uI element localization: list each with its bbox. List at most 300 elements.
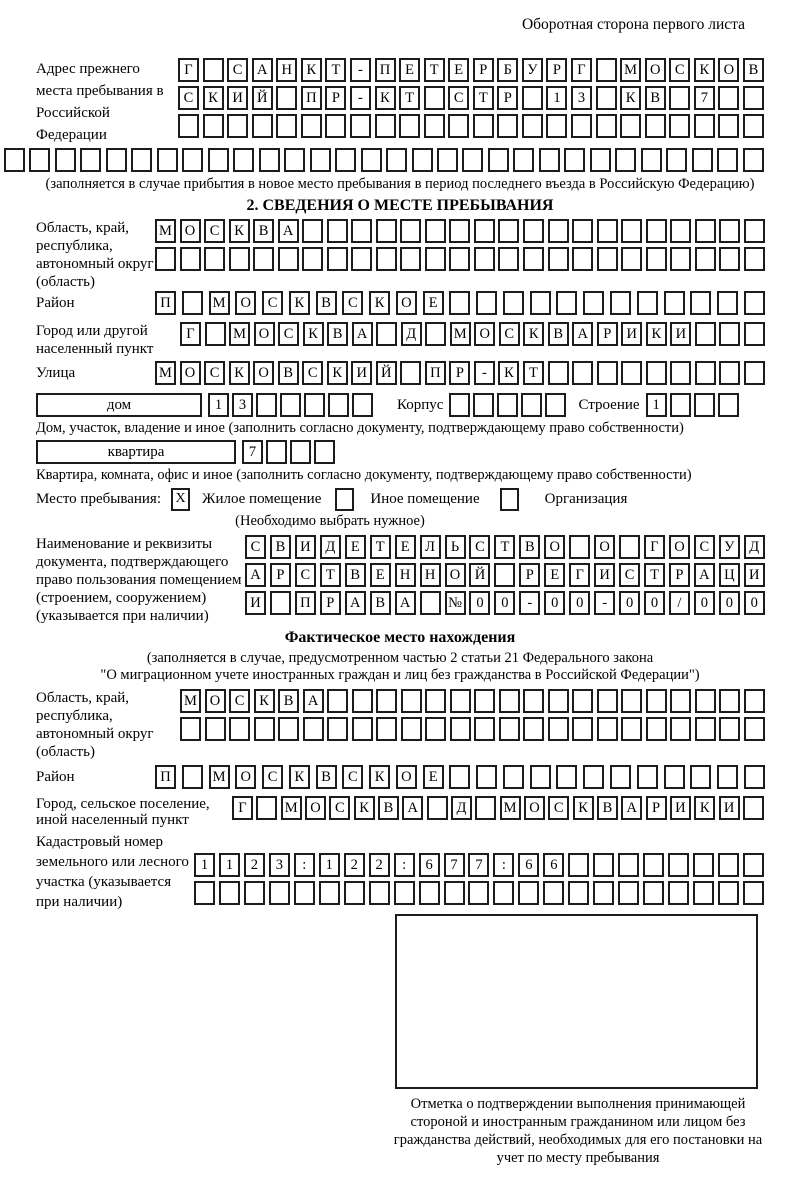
char-box[interactable] — [386, 148, 407, 172]
char-box[interactable]: О — [254, 322, 275, 346]
char-box[interactable] — [327, 247, 348, 271]
char-box[interactable] — [394, 881, 415, 905]
char-box[interactable] — [401, 717, 422, 741]
char-box[interactable] — [462, 148, 483, 172]
char-box[interactable] — [327, 717, 348, 741]
char-box[interactable] — [610, 765, 631, 789]
char-box[interactable]: С — [619, 563, 640, 587]
char-box[interactable]: 1 — [319, 853, 340, 877]
char-box[interactable] — [180, 717, 201, 741]
char-box[interactable]: О — [205, 689, 226, 713]
char-box[interactable] — [548, 219, 569, 243]
char-box[interactable] — [744, 361, 765, 385]
char-box[interactable]: К — [498, 361, 519, 385]
char-box[interactable] — [743, 86, 764, 110]
char-box[interactable]: М — [500, 796, 521, 820]
char-box[interactable]: К — [229, 219, 250, 243]
char-box[interactable]: 0 — [569, 591, 590, 615]
char-box[interactable] — [301, 114, 322, 138]
char-box[interactable]: В — [316, 765, 337, 789]
char-box[interactable]: С — [178, 86, 199, 110]
char-box[interactable] — [369, 881, 390, 905]
char-box[interactable] — [302, 247, 323, 271]
char-box[interactable]: Р — [270, 563, 291, 587]
char-box[interactable] — [499, 717, 520, 741]
char-box[interactable]: Г — [571, 58, 592, 82]
char-box[interactable]: К — [327, 361, 348, 385]
char-box[interactable]: Й — [252, 86, 273, 110]
char-box[interactable] — [597, 361, 618, 385]
char-box[interactable]: Т — [494, 535, 515, 559]
char-box[interactable] — [351, 219, 372, 243]
char-box[interactable] — [450, 689, 471, 713]
char-box[interactable]: А — [694, 563, 715, 587]
char-box[interactable] — [668, 853, 689, 877]
char-box[interactable]: О — [669, 535, 690, 559]
char-box[interactable]: 7 — [444, 853, 465, 877]
char-box[interactable]: 1 — [646, 393, 667, 417]
char-box[interactable] — [270, 591, 291, 615]
char-box[interactable]: Е — [370, 563, 391, 587]
char-box[interactable]: В — [345, 563, 366, 587]
char-box[interactable] — [646, 219, 667, 243]
char-box[interactable] — [695, 219, 716, 243]
char-box[interactable]: С — [204, 361, 225, 385]
char-box[interactable]: 3 — [269, 853, 290, 877]
char-box[interactable] — [695, 247, 716, 271]
char-box[interactable] — [522, 86, 543, 110]
char-box[interactable]: Р — [669, 563, 690, 587]
char-box[interactable] — [645, 114, 666, 138]
char-box[interactable] — [670, 247, 691, 271]
char-box[interactable] — [427, 796, 448, 820]
char-box[interactable]: В — [597, 796, 618, 820]
char-box[interactable] — [256, 796, 277, 820]
char-box[interactable] — [106, 148, 127, 172]
char-box[interactable]: А — [402, 796, 423, 820]
char-box[interactable] — [314, 440, 335, 464]
char-box[interactable]: С — [694, 535, 715, 559]
char-box[interactable] — [474, 219, 495, 243]
char-box[interactable]: 6 — [518, 853, 539, 877]
char-box[interactable]: С — [227, 58, 248, 82]
char-box[interactable] — [474, 717, 495, 741]
char-box[interactable] — [155, 247, 176, 271]
char-box[interactable] — [182, 148, 203, 172]
char-box[interactable] — [719, 717, 740, 741]
char-box[interactable]: 1 — [208, 393, 229, 417]
char-box[interactable]: А — [245, 563, 266, 587]
char-box[interactable] — [244, 881, 265, 905]
char-box[interactable] — [352, 393, 373, 417]
char-box[interactable] — [450, 717, 471, 741]
char-box[interactable]: Е — [395, 535, 416, 559]
char-box[interactable]: : — [294, 853, 315, 877]
char-box[interactable] — [593, 853, 614, 877]
char-box[interactable]: Г — [178, 58, 199, 82]
char-box[interactable] — [668, 881, 689, 905]
char-box[interactable] — [719, 689, 740, 713]
char-box[interactable] — [568, 853, 589, 877]
char-box[interactable] — [717, 291, 738, 315]
char-box[interactable] — [744, 291, 765, 315]
stay-type-checkbox-other[interactable] — [335, 488, 354, 511]
char-box[interactable]: А — [621, 796, 642, 820]
char-box[interactable]: Н — [276, 58, 297, 82]
char-box[interactable] — [523, 689, 544, 713]
char-box[interactable]: М — [281, 796, 302, 820]
char-box[interactable] — [556, 291, 577, 315]
char-box[interactable]: К — [303, 322, 324, 346]
char-box[interactable] — [157, 148, 178, 172]
char-box[interactable] — [344, 881, 365, 905]
char-box[interactable] — [744, 717, 765, 741]
char-box[interactable] — [621, 219, 642, 243]
char-box[interactable]: 0 — [694, 591, 715, 615]
char-box[interactable]: Е — [448, 58, 469, 82]
char-box[interactable] — [476, 765, 497, 789]
char-box[interactable]: - — [474, 361, 495, 385]
char-box[interactable]: О — [396, 765, 417, 789]
char-box[interactable]: Д — [401, 322, 422, 346]
char-box[interactable]: М — [229, 322, 250, 346]
char-box[interactable] — [743, 796, 764, 820]
char-box[interactable] — [475, 796, 496, 820]
char-box[interactable] — [593, 881, 614, 905]
char-box[interactable] — [208, 148, 229, 172]
char-box[interactable] — [583, 291, 604, 315]
char-box[interactable]: О — [235, 765, 256, 789]
char-box[interactable] — [522, 114, 543, 138]
char-box[interactable] — [597, 219, 618, 243]
char-box[interactable] — [670, 361, 691, 385]
char-box[interactable] — [352, 689, 373, 713]
char-box[interactable] — [437, 148, 458, 172]
char-box[interactable] — [597, 689, 618, 713]
char-box[interactable] — [205, 717, 226, 741]
char-box[interactable] — [254, 717, 275, 741]
char-box[interactable] — [646, 247, 667, 271]
char-box[interactable] — [718, 853, 739, 877]
char-box[interactable] — [693, 853, 714, 877]
char-box[interactable] — [401, 689, 422, 713]
char-box[interactable] — [497, 393, 518, 417]
char-box[interactable] — [637, 291, 658, 315]
char-box[interactable] — [744, 689, 765, 713]
char-box[interactable] — [376, 219, 397, 243]
char-box[interactable] — [637, 765, 658, 789]
char-box[interactable]: В — [327, 322, 348, 346]
char-box[interactable] — [425, 717, 446, 741]
char-box[interactable] — [669, 114, 690, 138]
char-box[interactable] — [425, 247, 446, 271]
char-box[interactable]: № — [445, 591, 466, 615]
char-box[interactable]: В — [645, 86, 666, 110]
char-box[interactable]: Т — [523, 361, 544, 385]
char-box[interactable] — [518, 881, 539, 905]
char-box[interactable]: М — [209, 765, 230, 789]
char-box[interactable]: К — [694, 796, 715, 820]
char-box[interactable] — [718, 393, 739, 417]
char-box[interactable]: К — [369, 765, 390, 789]
char-box[interactable]: О — [180, 219, 201, 243]
char-box[interactable] — [695, 322, 716, 346]
char-box[interactable] — [670, 717, 691, 741]
char-box[interactable] — [548, 717, 569, 741]
char-box[interactable]: 0 — [744, 591, 765, 615]
char-box[interactable] — [717, 148, 738, 172]
char-box[interactable] — [621, 717, 642, 741]
char-box[interactable] — [425, 689, 446, 713]
char-box[interactable]: Г — [644, 535, 665, 559]
char-box[interactable] — [646, 717, 667, 741]
char-box[interactable]: С — [229, 689, 250, 713]
char-box[interactable]: С — [448, 86, 469, 110]
char-box[interactable]: Т — [325, 58, 346, 82]
char-box[interactable] — [572, 219, 593, 243]
char-box[interactable]: Д — [744, 535, 765, 559]
char-box[interactable] — [303, 717, 324, 741]
char-box[interactable] — [494, 563, 515, 587]
char-box[interactable]: : — [493, 853, 514, 877]
char-box[interactable]: К — [254, 689, 275, 713]
char-box[interactable]: 2 — [369, 853, 390, 877]
char-box[interactable]: 1 — [194, 853, 215, 877]
char-box[interactable]: О — [253, 361, 274, 385]
char-box[interactable]: М — [155, 219, 176, 243]
char-box[interactable]: О — [645, 58, 666, 82]
char-box[interactable] — [548, 689, 569, 713]
char-box[interactable] — [545, 393, 566, 417]
char-box[interactable] — [643, 853, 664, 877]
char-box[interactable] — [643, 881, 664, 905]
char-box[interactable] — [351, 247, 372, 271]
char-box[interactable] — [539, 148, 560, 172]
char-box[interactable] — [203, 58, 224, 82]
char-box[interactable] — [290, 440, 311, 464]
char-box[interactable] — [352, 717, 373, 741]
char-box[interactable]: С — [548, 796, 569, 820]
char-box[interactable] — [596, 58, 617, 82]
char-box[interactable]: В — [370, 591, 391, 615]
char-box[interactable] — [449, 247, 470, 271]
char-box[interactable] — [597, 717, 618, 741]
char-box[interactable]: К — [203, 86, 224, 110]
char-box[interactable] — [641, 148, 662, 172]
char-box[interactable] — [182, 765, 203, 789]
char-box[interactable]: М — [209, 291, 230, 315]
char-box[interactable] — [690, 291, 711, 315]
char-box[interactable]: В — [743, 58, 764, 82]
char-box[interactable] — [219, 881, 240, 905]
char-box[interactable] — [498, 247, 519, 271]
char-box[interactable] — [253, 247, 274, 271]
char-box[interactable]: 6 — [543, 853, 564, 877]
char-box[interactable] — [718, 86, 739, 110]
char-box[interactable]: Т — [399, 86, 420, 110]
char-box[interactable]: К — [354, 796, 375, 820]
char-box[interactable]: К — [573, 796, 594, 820]
char-box[interactable]: К — [375, 86, 396, 110]
char-box[interactable]: Р — [449, 361, 470, 385]
char-box[interactable]: К — [289, 765, 310, 789]
char-box[interactable]: О — [524, 796, 545, 820]
char-box[interactable]: Е — [399, 58, 420, 82]
char-box[interactable] — [646, 361, 667, 385]
char-box[interactable] — [284, 148, 305, 172]
char-box[interactable]: Р — [519, 563, 540, 587]
char-box[interactable] — [444, 881, 465, 905]
char-box[interactable] — [449, 219, 470, 243]
char-box[interactable]: Е — [423, 765, 444, 789]
char-box[interactable]: Т — [424, 58, 445, 82]
char-box[interactable] — [400, 219, 421, 243]
char-box[interactable]: Й — [376, 361, 397, 385]
char-box[interactable]: О — [474, 322, 495, 346]
char-box[interactable]: А — [303, 689, 324, 713]
char-box[interactable]: У — [719, 535, 740, 559]
char-box[interactable] — [556, 765, 577, 789]
char-box[interactable] — [569, 535, 590, 559]
char-box[interactable]: О — [445, 563, 466, 587]
char-box[interactable] — [718, 881, 739, 905]
char-box[interactable]: 3 — [232, 393, 253, 417]
char-box[interactable] — [548, 361, 569, 385]
char-box[interactable] — [530, 765, 551, 789]
char-box[interactable] — [499, 689, 520, 713]
char-box[interactable] — [744, 765, 765, 789]
char-box[interactable] — [572, 247, 593, 271]
char-box[interactable]: Р — [546, 58, 567, 82]
char-box[interactable] — [743, 148, 764, 172]
char-box[interactable]: С — [262, 765, 283, 789]
char-box[interactable] — [327, 219, 348, 243]
char-box[interactable] — [473, 114, 494, 138]
char-box[interactable]: У — [522, 58, 543, 82]
char-box[interactable]: О — [180, 361, 201, 385]
char-box[interactable] — [543, 881, 564, 905]
char-box[interactable]: В — [278, 689, 299, 713]
char-box[interactable]: О — [718, 58, 739, 82]
char-box[interactable] — [229, 247, 250, 271]
char-box[interactable]: Д — [320, 535, 341, 559]
char-box[interactable] — [412, 148, 433, 172]
char-box[interactable]: И — [351, 361, 372, 385]
char-box[interactable] — [474, 689, 495, 713]
char-box[interactable] — [278, 247, 299, 271]
char-box[interactable] — [719, 247, 740, 271]
char-box[interactable]: С — [278, 322, 299, 346]
char-box[interactable]: И — [670, 796, 691, 820]
char-box[interactable]: М — [450, 322, 471, 346]
char-box[interactable] — [473, 393, 494, 417]
char-box[interactable]: Р — [473, 58, 494, 82]
char-box[interactable]: : — [394, 853, 415, 877]
char-box[interactable] — [744, 219, 765, 243]
char-box[interactable] — [29, 148, 50, 172]
char-box[interactable]: М — [620, 58, 641, 82]
char-box[interactable]: 6 — [419, 853, 440, 877]
char-box[interactable]: И — [744, 563, 765, 587]
char-box[interactable] — [568, 881, 589, 905]
char-box[interactable] — [294, 881, 315, 905]
char-box[interactable] — [666, 148, 687, 172]
char-box[interactable]: 2 — [344, 853, 365, 877]
char-box[interactable] — [488, 148, 509, 172]
char-box[interactable] — [618, 881, 639, 905]
char-box[interactable]: П — [155, 765, 176, 789]
char-box[interactable]: К — [523, 322, 544, 346]
char-box[interactable] — [546, 114, 567, 138]
char-box[interactable]: П — [155, 291, 176, 315]
char-box[interactable]: И — [295, 535, 316, 559]
char-box[interactable]: Г — [232, 796, 253, 820]
char-box[interactable] — [523, 717, 544, 741]
char-box[interactable] — [425, 322, 446, 346]
char-box[interactable] — [327, 689, 348, 713]
char-box[interactable]: С — [342, 765, 363, 789]
char-box[interactable] — [420, 591, 441, 615]
char-box[interactable]: 0 — [544, 591, 565, 615]
char-box[interactable] — [266, 440, 287, 464]
char-box[interactable] — [203, 114, 224, 138]
char-box[interactable] — [335, 148, 356, 172]
char-box[interactable]: - — [519, 591, 540, 615]
char-box[interactable] — [619, 535, 640, 559]
char-box[interactable]: К — [229, 361, 250, 385]
char-box[interactable] — [618, 853, 639, 877]
char-box[interactable] — [280, 393, 301, 417]
char-box[interactable]: К — [301, 58, 322, 82]
char-box[interactable]: 2 — [244, 853, 265, 877]
char-box[interactable] — [718, 114, 739, 138]
char-box[interactable] — [476, 291, 497, 315]
char-box[interactable]: Р — [597, 322, 618, 346]
char-box[interactable] — [229, 717, 250, 741]
char-box[interactable]: Е — [345, 535, 366, 559]
char-box[interactable] — [664, 765, 685, 789]
char-box[interactable] — [743, 881, 764, 905]
char-box[interactable] — [513, 148, 534, 172]
char-box[interactable]: Т — [320, 563, 341, 587]
char-box[interactable] — [497, 114, 518, 138]
char-box[interactable]: А — [572, 322, 593, 346]
char-box[interactable]: Г — [180, 322, 201, 346]
char-box[interactable]: Н — [395, 563, 416, 587]
char-box[interactable] — [419, 881, 440, 905]
char-box[interactable]: Д — [451, 796, 472, 820]
char-box[interactable] — [695, 689, 716, 713]
char-box[interactable] — [719, 322, 740, 346]
char-box[interactable] — [269, 881, 290, 905]
char-box[interactable] — [233, 148, 254, 172]
char-box[interactable] — [572, 361, 593, 385]
char-box[interactable] — [670, 393, 691, 417]
char-box[interactable]: Ц — [719, 563, 740, 587]
char-box[interactable]: А — [395, 591, 416, 615]
stay-type-checkbox-organization[interactable] — [500, 488, 519, 511]
char-box[interactable]: С — [329, 796, 350, 820]
char-box[interactable]: - — [350, 86, 371, 110]
char-box[interactable] — [690, 765, 711, 789]
char-box[interactable] — [521, 393, 542, 417]
char-box[interactable] — [399, 114, 420, 138]
char-box[interactable]: О — [544, 535, 565, 559]
char-box[interactable]: К — [694, 58, 715, 82]
char-box[interactable] — [596, 114, 617, 138]
char-box[interactable]: Ь — [445, 535, 466, 559]
char-box[interactable]: А — [252, 58, 273, 82]
